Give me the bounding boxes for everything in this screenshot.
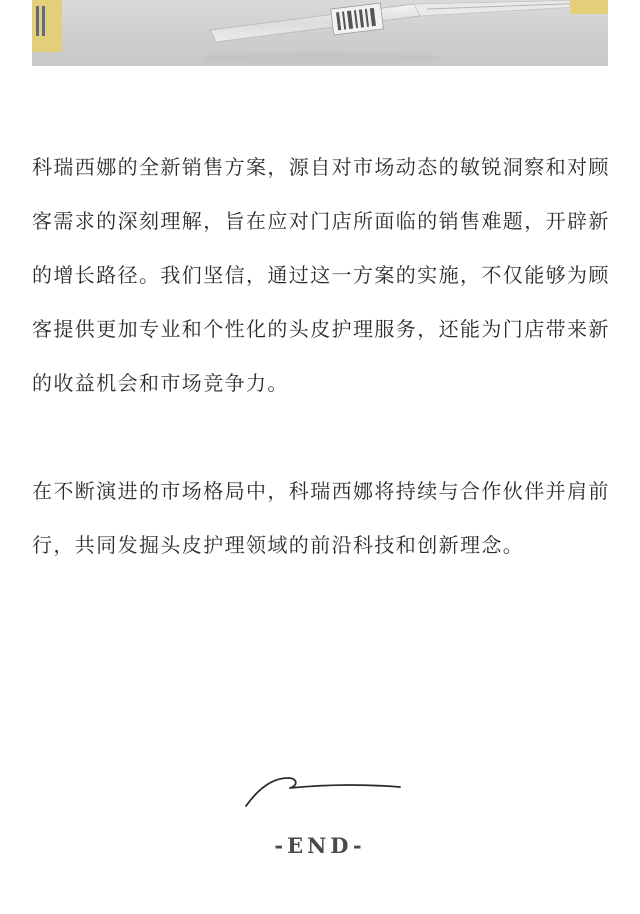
paragraph-1: 科瑞西娜的全新销售方案，源自对市场动态的敏锐洞察和对顾客需求的深刻理解，旨在应对门店所面临的销售难题，开辟新的增长路径。我们坚信，通过这一方案的实施，不仅能够为顾客提供更加专业和个性化的头皮护理服务，还能为门店带来新的收益机会和市场竞争力。 xyxy=(32,155,610,395)
handwritten-swash-divider-icon xyxy=(240,770,410,815)
right-box-shape xyxy=(570,0,608,14)
hero-product-image xyxy=(32,0,608,66)
product-vial-photo xyxy=(32,0,608,66)
vial-shape xyxy=(210,0,594,42)
end-mark: -END- xyxy=(274,833,366,858)
paragraph-2: 在不断演进的市场格局中，科瑞西娜将持续与合作伙伴并肩前行，共同发掘头皮护理领域的前沿科技和创新理念。 xyxy=(32,479,610,557)
article-body xyxy=(32,140,610,572)
